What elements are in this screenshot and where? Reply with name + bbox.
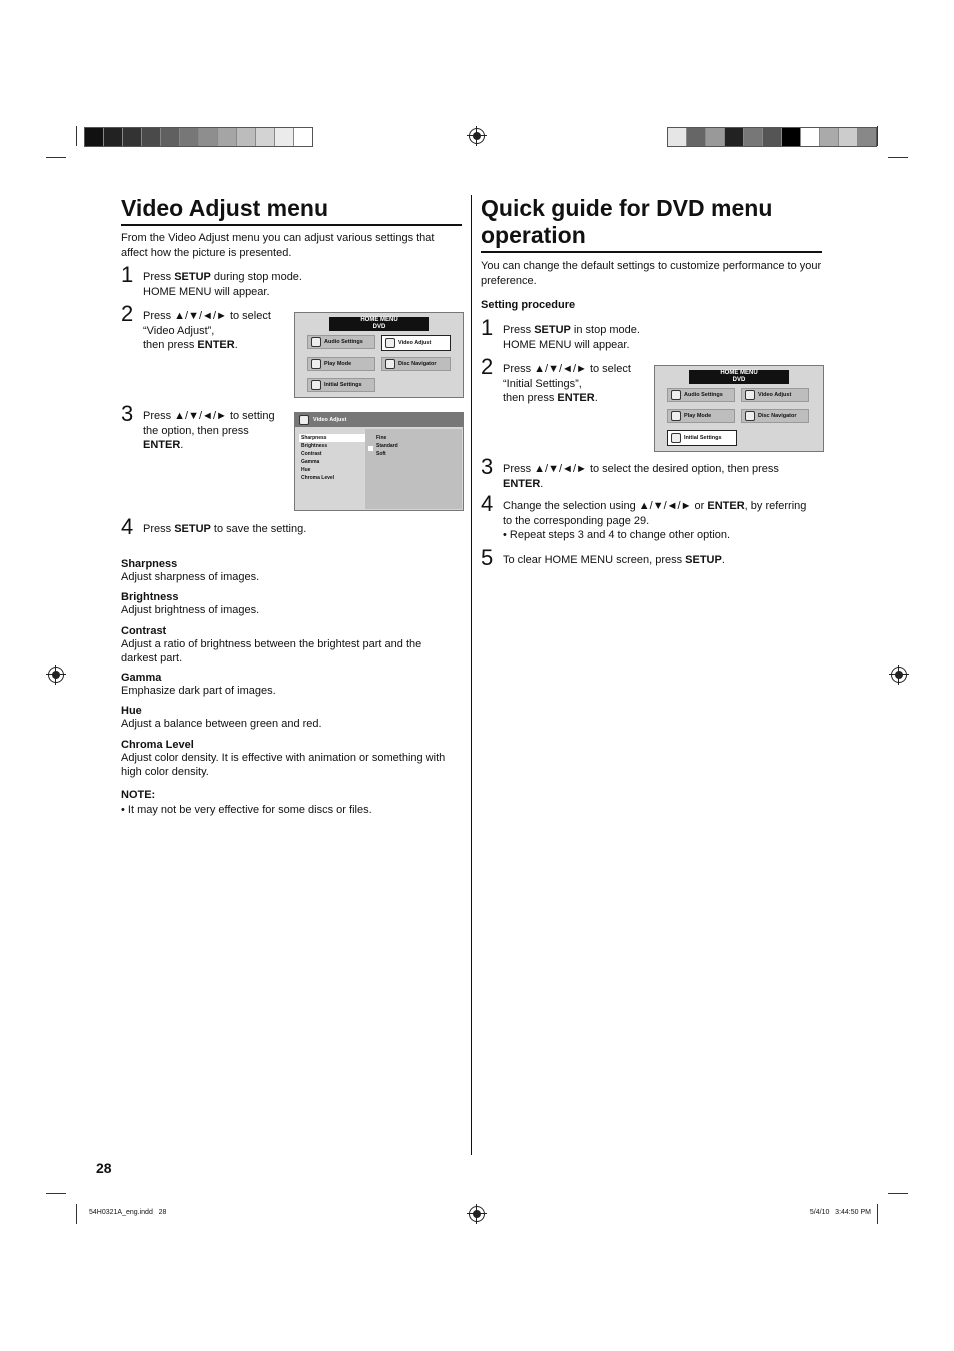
video-adjust-button[interactable]: Video Adjust <box>381 335 451 351</box>
initial-settings-button[interactable]: Initial Settings <box>307 378 375 392</box>
crop-mark <box>46 1193 66 1194</box>
disc-navigator-button[interactable]: Disc Navigator <box>381 357 451 371</box>
speaker-icon <box>671 390 681 400</box>
wrench-icon <box>671 433 681 443</box>
play-icon <box>311 359 321 369</box>
option-cursor <box>368 446 373 451</box>
page-number: 28 <box>96 1160 112 1176</box>
left-title: Video Adjust menu <box>121 195 329 221</box>
left-step-2: Press ▲/▼/◄/► to select “Video Adjust”, then press ENTER. <box>143 310 271 351</box>
video-icon <box>745 390 755 400</box>
item-sharpness[interactable]: Sharpness <box>301 435 327 441</box>
disc-icon <box>745 411 755 421</box>
registration-mark-icon <box>469 1206 485 1222</box>
note-title: NOTE: <box>121 789 156 801</box>
home-menu-screen <box>654 365 824 452</box>
crop-mark <box>877 1204 878 1224</box>
home-menu-title: HOME MENU DVD <box>689 370 789 384</box>
step-number: 4 <box>481 491 494 516</box>
left-step-4: Press SETUP to save the setting. <box>143 523 307 535</box>
step-number: 3 <box>481 454 494 479</box>
video-adjust-screen <box>294 412 464 511</box>
left-intro: From the Video Adjust menu you can adjust various settings that affect how the picture is presented. <box>121 232 435 259</box>
right-step-4: Change the selection using ▲/▼/◄/► or ENTER, by referring to the corresponding page 29. • Repeat steps 3 and 4 to change other option. <box>503 500 807 541</box>
right-step-5: To clear HOME MENU screen, press SETUP. <box>503 554 725 566</box>
right-step-3: Press ▲/▼/◄/► to select the desired option, then press ENTER. <box>503 463 779 490</box>
play-mode-button[interactable]: Play Mode <box>307 357 375 371</box>
disc-icon <box>385 359 395 369</box>
color-bar-right <box>667 127 877 147</box>
step-number: 1 <box>121 262 134 287</box>
play-mode-button[interactable]: Play Mode <box>667 409 735 423</box>
left-step-1: Press SETUP during stop mode. HOME MENU will appear. <box>143 271 302 298</box>
title-rule <box>481 251 822 253</box>
def-desc: Emphasize dark part of images. <box>121 685 276 697</box>
title-rule <box>121 224 462 226</box>
step-number: 4 <box>121 514 134 539</box>
step-number: 2 <box>481 354 494 379</box>
speaker-icon <box>311 337 321 347</box>
def-term: Gamma <box>121 672 162 684</box>
video-icon <box>299 415 309 425</box>
audio-settings-button[interactable]: Audio Settings <box>307 335 375 349</box>
item-chroma-level[interactable]: Chroma Level <box>301 475 335 481</box>
def-desc: Adjust brightness of images. <box>121 604 260 616</box>
setting-procedure-heading: Setting procedure <box>481 299 576 311</box>
initial-settings-button[interactable]: Initial Settings <box>667 430 737 446</box>
crop-mark <box>76 126 77 146</box>
video-icon <box>385 338 395 348</box>
registration-mark-icon <box>891 667 907 683</box>
item-gamma[interactable]: Gamma <box>301 459 320 465</box>
def-term: Sharpness <box>121 558 178 570</box>
crop-mark <box>888 157 908 158</box>
home-menu-screen <box>294 312 464 398</box>
def-term: Hue <box>121 705 142 717</box>
step-number: 5 <box>481 545 494 570</box>
def-desc: Adjust color density. It is effective with animation or something with high color density. <box>121 752 446 778</box>
registration-mark-icon <box>469 128 485 144</box>
video-adjust-header: Video Adjust <box>295 413 463 427</box>
left-step-3: Press ▲/▼/◄/► to setting the option, then press ENTER. <box>143 410 275 451</box>
home-menu-title: HOME MENU DVD <box>329 317 429 331</box>
right-step-2: Press ▲/▼/◄/► to select “Initial Settings”, then press ENTER. <box>503 363 631 404</box>
registration-mark-icon <box>48 667 64 683</box>
crop-mark <box>76 1204 77 1224</box>
def-desc: Adjust sharpness of images. <box>121 571 260 583</box>
step-number: 2 <box>121 301 134 326</box>
def-term: Contrast <box>121 625 167 637</box>
step-number: 1 <box>481 315 494 340</box>
right-intro: You can change the default settings to customize performance to your preference. <box>481 260 822 287</box>
footer-date: 5/4/10 3:44:50 PM <box>809 1209 871 1216</box>
right-step-1: Press SETUP in stop mode. HOME MENU will appear. <box>503 324 640 351</box>
def-term: Brightness <box>121 591 179 603</box>
item-hue[interactable]: Hue <box>301 467 311 473</box>
def-desc: Adjust a ratio of brightness between the brightest part and the darkest part. <box>121 638 422 664</box>
crop-mark <box>877 126 878 146</box>
item-contrast[interactable]: Contrast <box>301 451 322 457</box>
column-divider <box>471 195 472 1155</box>
step-number: 3 <box>121 401 134 426</box>
video-adjust-button[interactable]: Video Adjust <box>741 388 809 402</box>
video-adjust-items <box>301 434 334 482</box>
disc-navigator-button[interactable]: Disc Navigator <box>741 409 809 423</box>
option-soft[interactable]: Soft <box>376 451 386 457</box>
audio-settings-button[interactable]: Audio Settings <box>667 388 735 402</box>
color-bar-left <box>84 127 313 147</box>
crop-mark <box>888 1193 908 1194</box>
crop-mark <box>46 157 66 158</box>
play-icon <box>671 411 681 421</box>
note-text: • It may not be very effective for some discs or files. <box>121 804 372 816</box>
def-desc: Adjust a balance between green and red. <box>121 718 322 730</box>
def-term: Chroma Level <box>121 739 194 751</box>
item-brightness[interactable]: Brightness <box>301 443 328 449</box>
wrench-icon <box>311 380 321 390</box>
footer-file: 54H0321A_eng.indd 28 <box>89 1209 167 1216</box>
option-standard[interactable]: Standard <box>376 443 398 449</box>
right-title: Quick guide for DVD menu operation <box>481 195 773 248</box>
option-fine[interactable]: Fine <box>376 435 387 441</box>
video-adjust-options <box>376 434 398 458</box>
